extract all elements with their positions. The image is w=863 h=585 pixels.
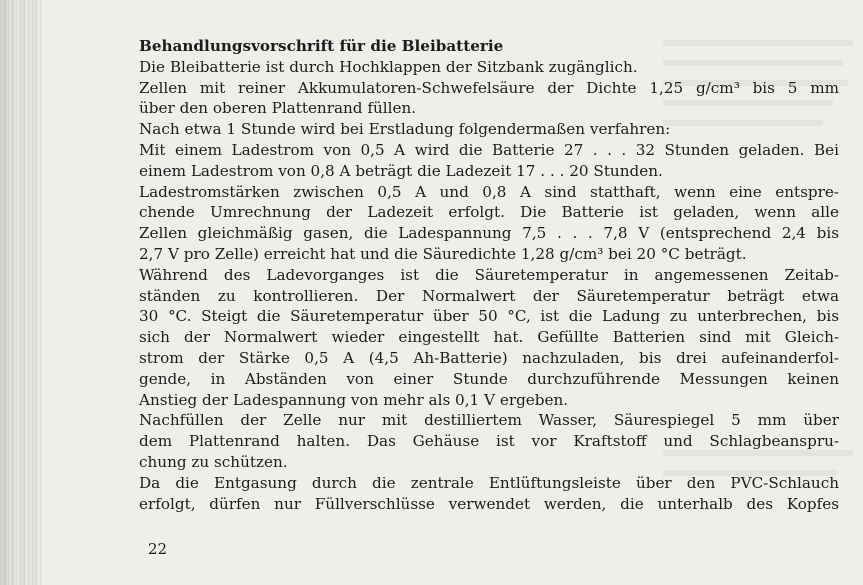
text-line: Mit einem Ladestrom von 0,5 A wird die Batterie 27 . . . 32 Stunden geladen. Bei xyxy=(139,140,839,159)
text-line: einem Ladestrom von 0,8 A beträgt die Ladezeit 17 . . . 20 Stunden. xyxy=(139,161,663,180)
page-edge-stack xyxy=(0,0,42,585)
section-heading: Behandlungsvorschrift für die Bleibatterie xyxy=(139,37,504,55)
text-line: Nach etwa 1 Stunde wird bei Erstladung folgendermaßen verfahren: xyxy=(139,120,671,139)
text-line: strom der Stärke 0,5 A (4,5 Ah-Batterie) nachzuladen, bis drei aufeinanderfol- xyxy=(139,348,839,367)
text-line: dem Plattenrand halten. Das Gehäuse ist vor Kraftstoff und Schlagbeanspru- xyxy=(139,432,839,451)
text-line: Zellen gleichmäßig gasen, die Ladespannung 7,5 . . . 7,8 V (entsprechend 2,4 bis xyxy=(139,224,839,243)
paragraph-lines xyxy=(139,57,839,515)
page-number: 22 xyxy=(148,540,168,558)
text-line: Anstieg der Ladespannung von mehr als 0,1 V ergeben. xyxy=(139,390,569,409)
text-line: chung zu schützen. xyxy=(139,452,288,471)
text-line: Während des Ladevorganges ist die Säuretemperatur in angemessenen Zeitab- xyxy=(139,265,839,284)
text-line: über den oberen Plattenrand füllen. xyxy=(139,99,417,118)
text-line: 30 °C. Steigt die Säuretemperatur über 50 °C, ist die Ladung zu unterbrechen, bis xyxy=(139,307,839,326)
text-line: Da die Entgasung durch die zentrale Entlüftungsleiste über den PVC-Schlauch xyxy=(139,473,839,492)
text-line: sich der Normalwert wieder eingestellt hat. Gefüllte Batterien sind mit Gleich- xyxy=(139,328,839,347)
text-line: chende Umrechnung der Ladezeit erfolgt. Die Batterie ist geladen, wenn alle xyxy=(139,203,839,222)
body-text-block xyxy=(139,36,839,514)
text-line: Die Bleibatterie ist durch Hochklappen der Sitzbank zugänglich. xyxy=(139,57,638,76)
text-line: Ladestromstärken zwischen 0,5 A und 0,8 A sind statthaft, wenn eine entspre- xyxy=(139,182,839,201)
text-line: erfolgt, dürfen nur Füllverschlüsse verwendet werden, die unterhalb des Kopfes xyxy=(139,494,839,513)
text-line: Zellen mit reiner Akkumulatoren-Schwefelsäure der Dichte 1,25 g/cm³ bis 5 mm xyxy=(139,78,839,97)
text-line: ständen zu kontrollieren. Der Normalwert der Säuretemperatur beträgt etwa xyxy=(139,286,839,305)
text-line: Nachfüllen der Zelle nur mit destilliertem Wasser, Säurespiegel 5 mm über xyxy=(139,411,839,430)
text-line: gende, in Abständen von einer Stunde durchzuführende Messungen keinen xyxy=(139,369,839,388)
text-line: 2,7 V pro Zelle) erreicht hat und die Säuredichte 1,28 g/cm³ bei 20 °C beträgt. xyxy=(139,244,747,263)
